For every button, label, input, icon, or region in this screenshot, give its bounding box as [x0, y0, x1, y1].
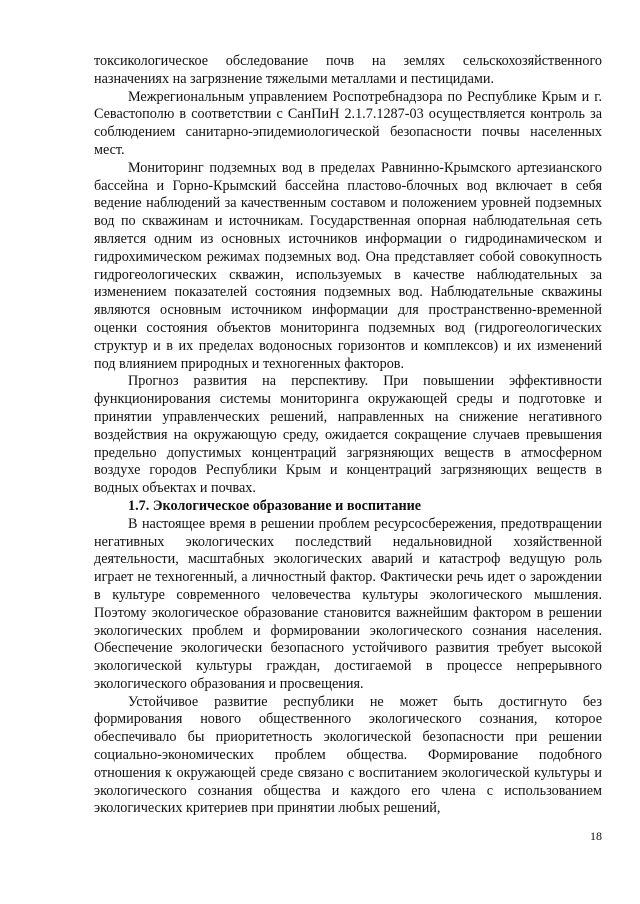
paragraph-rospotrebnadzor-control: Межрегиональным управлением Роспотребнадзора по Республике Крым и г. Севастополю в соответствии с СанПиН 2.1.7.1287-03 осуществляется контроль за соблюдением санитарно-эпидемиологической безопасности почвы населенных мест. — [94, 88, 602, 158]
paragraph-development-forecast: Прогноз развития на перспективу. При повышении эффективности функционирования системы мониторинга окружающей среды и подготовке и принятии управленческих решений, направленных на снижение негативного воздействия на окружающую среду, ожидается сокращение случаев превышения предельно допустимых концентраций загрязняющих веществ в атмосферном воздухе городов Республики Крым и концентраций загрязняющих веществ в водных объектах и почвах. — [94, 373, 602, 497]
section-heading: 1.7. Экологическое образование и воспитание — [128, 497, 422, 514]
paragraph-groundwater-monitoring: Мониторинг подземных вод в пределах Равнинно-Крымского артезианского бассейна и Горно-Крымский бассейна пластово-блочных вод включает в себя ведение наблюдений за качественным составом и положением уровней подземных вод по скважинам и источникам. Государственная опорная наблюдательная сеть является одним из основных источников информации о гидродинамическом и гидрохимическом режимах подземных вод. Она представляет собой совокупность гидрогеологических скважин, используемых в качестве наблюдательных за изменением показателей состояния подземных вод. Наблюдательные скважины являются основным источником информации для пространственно-временной оценки состояния объектов мониторинга подземных вод (гидрогеологических структур и в их пределах водоносных горизонтов и комплексов) и их изменений под влиянием природных и техногенных факторов. — [94, 159, 602, 372]
paragraph-ecological-education: В настоящее время в решении проблем ресурсосбережения, предотвращении негативных экологических последствий недальновидной хозяйственной деятельности, масштабных экологических аварий и катастроф ведущую роль играет не техногенный, а личностный фактор. Фактически речь идет о зарождении в культуре современного человечества культуры экологического мышления. Поэтому экологическое образование становится важнейшим фактором в решении экологических проблем и формировании экологического сознания населения. Обеспечение экологически безопасного устойчивого развития требует высокой экологической культуры граждан, достигаемой в процессе непрерывного экологического образования и просвещения. — [94, 515, 602, 692]
page-number: 18 — [590, 829, 602, 843]
paragraph-soil-survey: токсикологическое обследование почв на землях сельскохозяйственного назначениях на загрязнение тяжелыми металлами и пестицидами. — [94, 53, 602, 87]
paragraph-sustainable-development: Устойчивое развитие республики не может быть достигнуто без формирования нового общественного экологического сознания, которое обеспечивало бы приоритетность экологической безопасности при решении социально-экономических проблем общества. Формирование подобного отношения к окружающей среде связано с воспитанием экологической культуры и экологического сознания общества и каждого его члена с использованием экологических критериев при принятии любых решений, — [94, 693, 602, 817]
